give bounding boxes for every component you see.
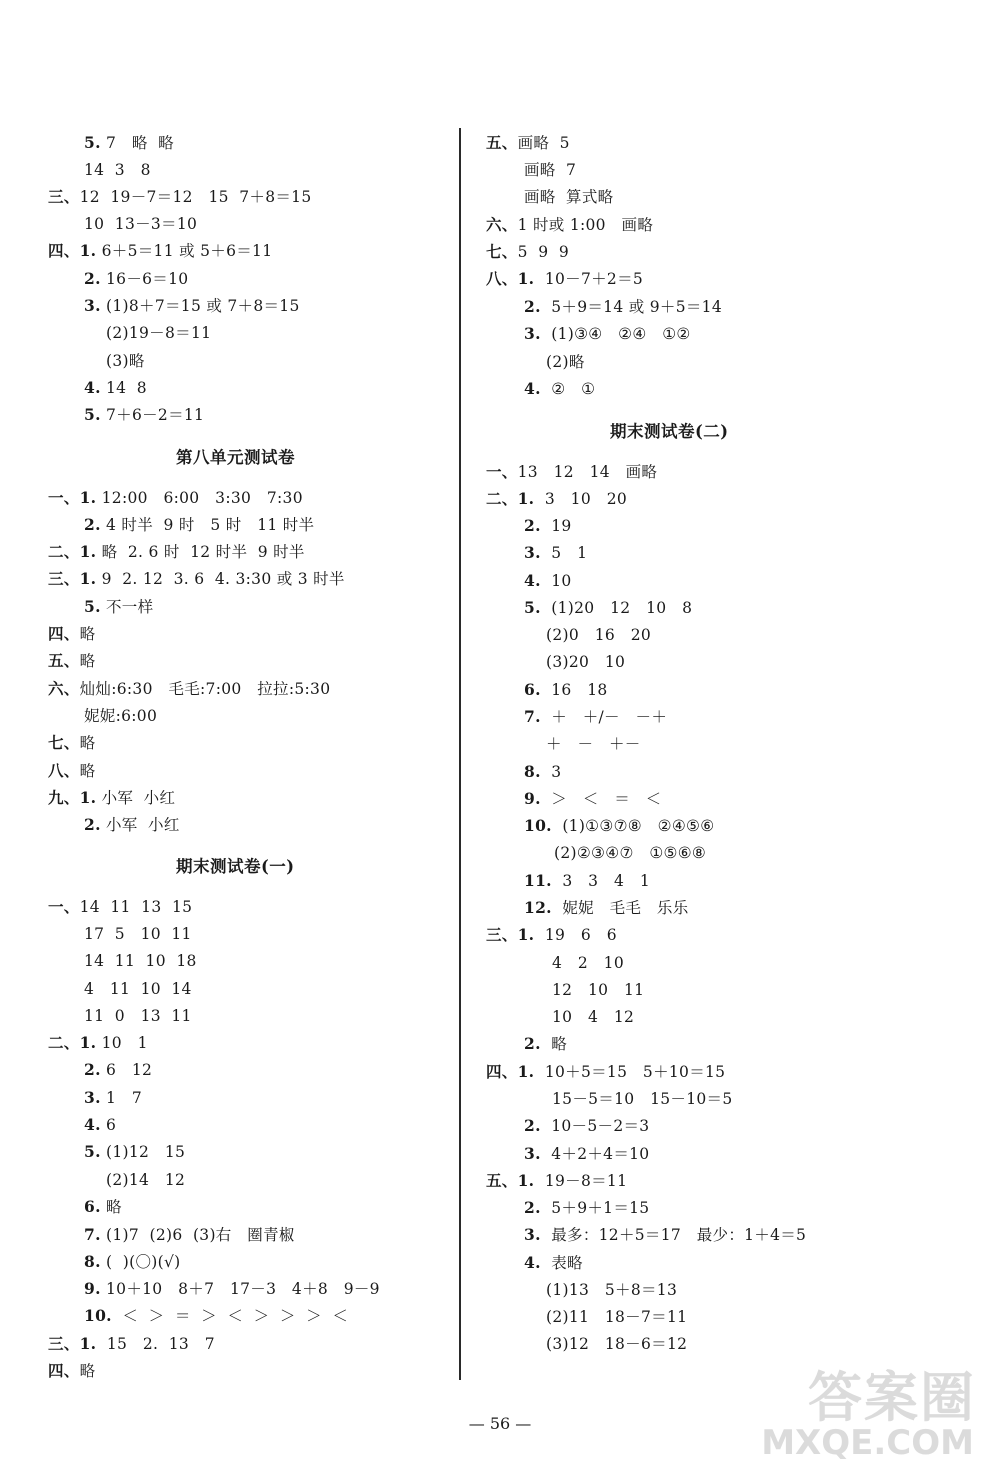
answer-line: 11 0 13 11	[84, 1007, 192, 1025]
answer-line: (3)12 18－6＝12	[546, 1335, 688, 1353]
answer-line: 5. 7＋6－2＝11	[84, 405, 205, 424]
answer-line: 一、1. 12:00 6:00 3:30 7:30	[48, 488, 303, 507]
section-title: 期末测试卷(二)	[610, 422, 729, 441]
answer-line: 6. 16 18	[524, 680, 608, 699]
answer-line: 5. 7 略 略	[84, 133, 174, 152]
answer-line: (2)19－8＝11	[106, 324, 212, 342]
answer-line: 七、5 9 9	[486, 242, 570, 261]
answer-line: 四、略	[48, 1361, 96, 1380]
answer-line: 9. 10＋10 8＋7 17－3 4＋8 9－9	[84, 1279, 380, 1298]
answer-line: 画略 7	[524, 161, 577, 179]
answer-line: 6. 略	[84, 1197, 122, 1216]
answer-line: 三、1. 9 2. 12 3. 6 4. 3:30 或 3 时半	[48, 569, 345, 588]
answer-line: 2. 5＋9＋1＝15	[524, 1198, 650, 1217]
answer-line: 17 5 10 11	[84, 925, 192, 943]
answer-line: 3. 1 7	[84, 1088, 143, 1107]
answer-line: 10. ＜ ＞ ＝ ＞ ＜ ＞ ＞ ＞ ＜	[84, 1306, 349, 1325]
section-title: 期末测试卷(一)	[176, 857, 295, 876]
answer-line: 11. 3 3 4 1	[524, 871, 651, 890]
answer-line: (2)14 12	[106, 1171, 186, 1189]
answer-line: (2)②③④⑦ ①⑤⑥⑧	[554, 844, 707, 862]
answer-line: 4. ② ①	[524, 379, 596, 398]
answer-line: 2. 16－6＝10	[84, 269, 189, 288]
answer-line: 4 11 10 14	[84, 980, 192, 998]
answer-line: 三、1. 19 6 6	[486, 925, 617, 944]
answer-line: 四、略	[48, 624, 96, 643]
answer-line: (2)略	[546, 353, 585, 371]
answer-line: 3. (1)8＋7＝15 或 7＋8＝15	[84, 296, 300, 315]
answer-line: (3)20 10	[546, 653, 626, 671]
answer-line: 10. (1)①③⑦⑧ ②④⑤⑥	[524, 816, 715, 835]
answer-line: 15－5＝10 15－10＝5	[552, 1090, 733, 1108]
answer-line: 7. (1)7 (2)6 (3)右 圈青椒	[84, 1225, 295, 1244]
answer-line: 10 4 12	[552, 1008, 635, 1026]
answer-line: 八、略	[48, 761, 96, 780]
answer-line: (3)略	[106, 352, 145, 370]
answer-line: 14 11 10 18	[84, 952, 197, 970]
answer-line: 2. 6 12	[84, 1060, 153, 1079]
answer-line: 2. 略	[524, 1034, 568, 1053]
answer-line: 5. (1)12 15	[84, 1142, 186, 1161]
answer-line: 8. ( )(〇)(√)	[84, 1252, 181, 1271]
answer-line: 2. 4 时半 9 时 5 时 11 时半	[84, 515, 315, 534]
answer-line: 5. 不一样	[84, 597, 154, 616]
answer-line: 2. 小军 小红	[84, 815, 180, 834]
answer-line: 12 10 11	[552, 981, 645, 999]
answer-line: 八、1. 10－7＋2＝5	[486, 269, 644, 288]
answer-line: 3. 4＋2＋4＝10	[524, 1144, 650, 1163]
answer-line: 7. ＋ ＋/－ －＋	[524, 707, 668, 726]
answer-line: 4 2 10	[552, 954, 625, 972]
answer-line: 画略 算式略	[524, 188, 614, 206]
answer-line: 4. 10	[524, 571, 572, 590]
watermark-logo	[761, 1355, 990, 1465]
answer-line: 14 3 8	[84, 161, 151, 179]
watermark-en: MXQE.COM	[761, 1423, 974, 1463]
answer-line: 四、1. 10＋5＝15 5＋10＝15	[486, 1062, 726, 1081]
column-divider	[459, 128, 461, 1380]
answer-line: 9. ＞ ＜ ＝ ＜	[524, 789, 662, 808]
answer-line: 七、略	[48, 733, 96, 752]
answer-line: 2. 10－5－2＝3	[524, 1116, 650, 1135]
answer-line: 九、1. 小军 小红	[48, 788, 176, 807]
answer-line: 一、14 11 13 15	[48, 897, 193, 916]
watermark-cn: 答案圈	[808, 1366, 976, 1429]
answer-line: 一、13 12 14 画略	[486, 462, 658, 481]
answer-line: 三、1. 15 2. 13 7	[48, 1334, 215, 1353]
answer-line: 六、1 时或 1:00 画略	[486, 215, 654, 234]
answer-line: 10 13－3＝10	[84, 215, 198, 233]
answer-line: 二、1. 10 1	[48, 1033, 148, 1052]
section-title: 第八单元测试卷	[176, 448, 295, 467]
answer-line: 妮妮:6:00	[84, 707, 158, 725]
answer-line: 8. 3	[524, 762, 562, 781]
answer-line: 五、略	[48, 651, 96, 670]
answer-line: 六、灿灿:6:30 毛毛:7:00 拉拉:5:30	[48, 679, 331, 698]
answer-line: 二、1. 略 2. 6 时 12 时半 9 时半	[48, 542, 305, 561]
page-number: — 56 —	[468, 1414, 532, 1433]
answer-line: 5. (1)20 12 10 8	[524, 598, 693, 617]
answer-line: 五、1. 19－8＝11	[486, 1171, 628, 1190]
answer-line: 3. 5 1	[524, 543, 588, 562]
answer-line: 3. (1)③④ ②④ ①②	[524, 324, 691, 343]
answer-line: 四、1. 6＋5＝11 或 5＋6＝11	[48, 241, 273, 260]
answer-line: 三、12 19－7＝12 15 7＋8＝15	[48, 187, 312, 206]
answer-line: 4. 表略	[524, 1253, 583, 1272]
answer-line: 2. 5＋9＝14 或 9＋5＝14	[524, 297, 722, 316]
answer-line: ＋ － ＋－	[546, 735, 641, 753]
answer-line: (2)0 16 20	[546, 626, 652, 644]
answer-line: 4. 14 8	[84, 378, 147, 397]
answer-line: 4. 6	[84, 1115, 117, 1134]
answer-line: (2)11 18－7＝11	[546, 1308, 688, 1326]
answer-line: 2. 19	[524, 516, 572, 535]
answer-line: 五、画略 5	[486, 133, 570, 152]
answer-line: 12. 妮妮 毛毛 乐乐	[524, 898, 689, 917]
answer-line: 3. 最多：12＋5＝17 最少：1＋4＝5	[524, 1225, 807, 1244]
answer-line: (1)13 5＋8＝13	[546, 1281, 678, 1299]
answer-line: 二、1. 3 10 20	[486, 489, 628, 508]
